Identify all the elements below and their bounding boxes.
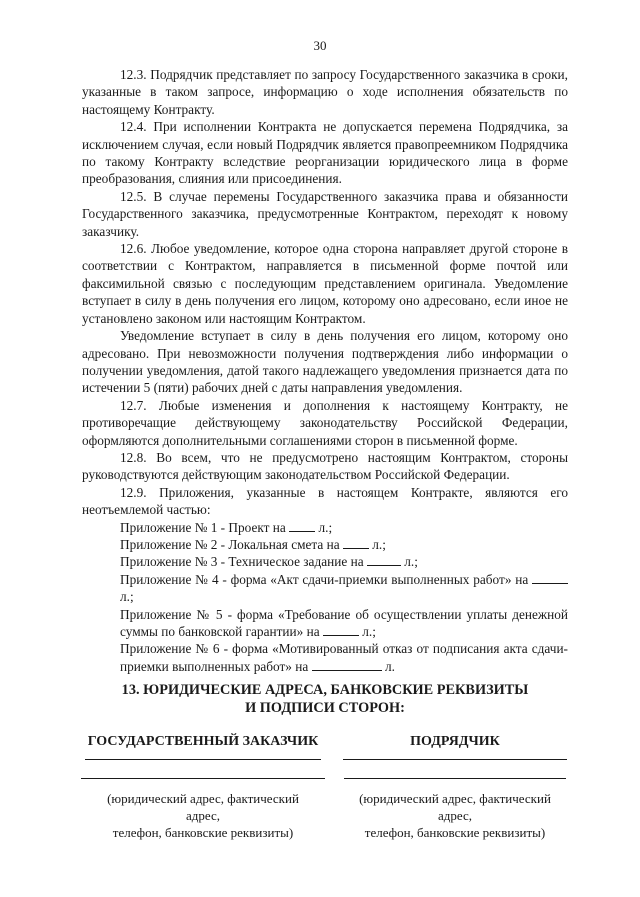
contractor-blank-line-1: [343, 758, 567, 760]
appendix-5: Приложение № 5 - форма «Требование об осуществлении уплаты денежной суммы по банковской гарантии» на л.;: [120, 606, 568, 639]
paragraph-12-3: 12.3. Подрядчик представляет по запросу Государственного заказчика в сроки, указанные в таком запросе, информацию о ходе исполнения обязательств по настоящему Контракту.: [82, 67, 568, 117]
contract-body: [82, 66, 568, 675]
paragraph-notice: Уведомление вступает в силу в день получения его лицом, которому оно адресовано. При невозможности получения подтверждения либо информации о получении уведомления, датой такого надлежащего уведомления признается дата по истечении 5 (пяти) рабочих дней с даты направления уведомления.: [82, 328, 568, 396]
contractor-title: ПОДРЯДЧИК: [410, 734, 500, 749]
paragraph-12-4: 12.4. При исполнении Контракта не допускается перемена Подрядчика, за исключением случая, если новый Подрядчик является правопреемником Подрядчика по такому Контракту вследствие реорганизации юридического лица в форме преобразования, слияния или присоединения.: [82, 119, 568, 187]
paragraph-12-6: 12.6. Любое уведомление, которое одна сторона направляет другой стороне в соответствии с Контрактом, направляется в письменной форме почтой или факсимильной связью с последующим представлением оригинала. Уведомление вступает в силу в день получения его лицом, которому оно адресовано, если иное не установлено законом или настоящим Контрактом.: [82, 241, 568, 326]
customer-blank-line-1: [85, 758, 321, 760]
paragraph-12-5: 12.5. В случае перемены Государственного заказчика права и обязанности Государственного заказчика, предусмотренные Контрактом, переходят к новому заказчику.: [82, 188, 568, 239]
section-heading-line-1: 13. ЮРИДИЧЕСКИЕ АДРЕСА, БАНКОВСКИЕ РЕКВИЗИТЫ: [121, 682, 529, 698]
paragraph-12-8: 12.8. Во всем, что не предусмотрено настоящим Контрактом, стороны руководствуются действующим законодательством Российской Федерации.: [82, 449, 568, 483]
paragraph-12-7: 12.7. Любые изменения и дополнения к настоящему Контракту, не противоречащие действующему законодательству Российской Федерации, оформляются дополнительными соглашениями сторон в письменной форме.: [82, 397, 568, 448]
customer-blank-line-2: [81, 777, 325, 779]
customer-caption: (юридический адрес, фактический адрес, телефон, банковские реквизиты): [107, 791, 299, 840]
paragraph-12-9: 12.9. Приложения, указанные в настоящем Контракте, являются его неотъемлемой частью:: [82, 484, 568, 518]
contractor-signature-block: [330, 734, 580, 841]
appendix-4: Приложение № 4 - форма «Акт сдачи-приемки выполненных работ» на л.;: [82, 571, 568, 606]
section-13-heading: [82, 681, 568, 717]
contractor-blank-line-2: [344, 777, 566, 779]
appendix-3: Приложение № 3 - Техническое задание на л.;: [120, 554, 418, 570]
appendix-1: Приложение № 1 - Проект на л.;: [120, 519, 333, 535]
page-number: 30: [313, 38, 327, 53]
appendix-6: Приложение № 6 - форма «Мотивированный отказ от подписания акта сдачи-приемки выполненных работ» на л.: [120, 641, 568, 674]
section-heading-line-2: И ПОДПИСИ СТОРОН:: [245, 700, 405, 716]
appendix-2: Приложение № 2 - Локальная смета на л.;: [120, 536, 386, 552]
contractor-caption: (юридический адрес, фактический адрес, телефон, банковские реквизиты): [359, 791, 551, 840]
customer-title: ГОСУДАРСТВЕННЫЙ ЗАКАЗЧИК: [87, 734, 319, 749]
customer-signature-block: [78, 734, 328, 841]
